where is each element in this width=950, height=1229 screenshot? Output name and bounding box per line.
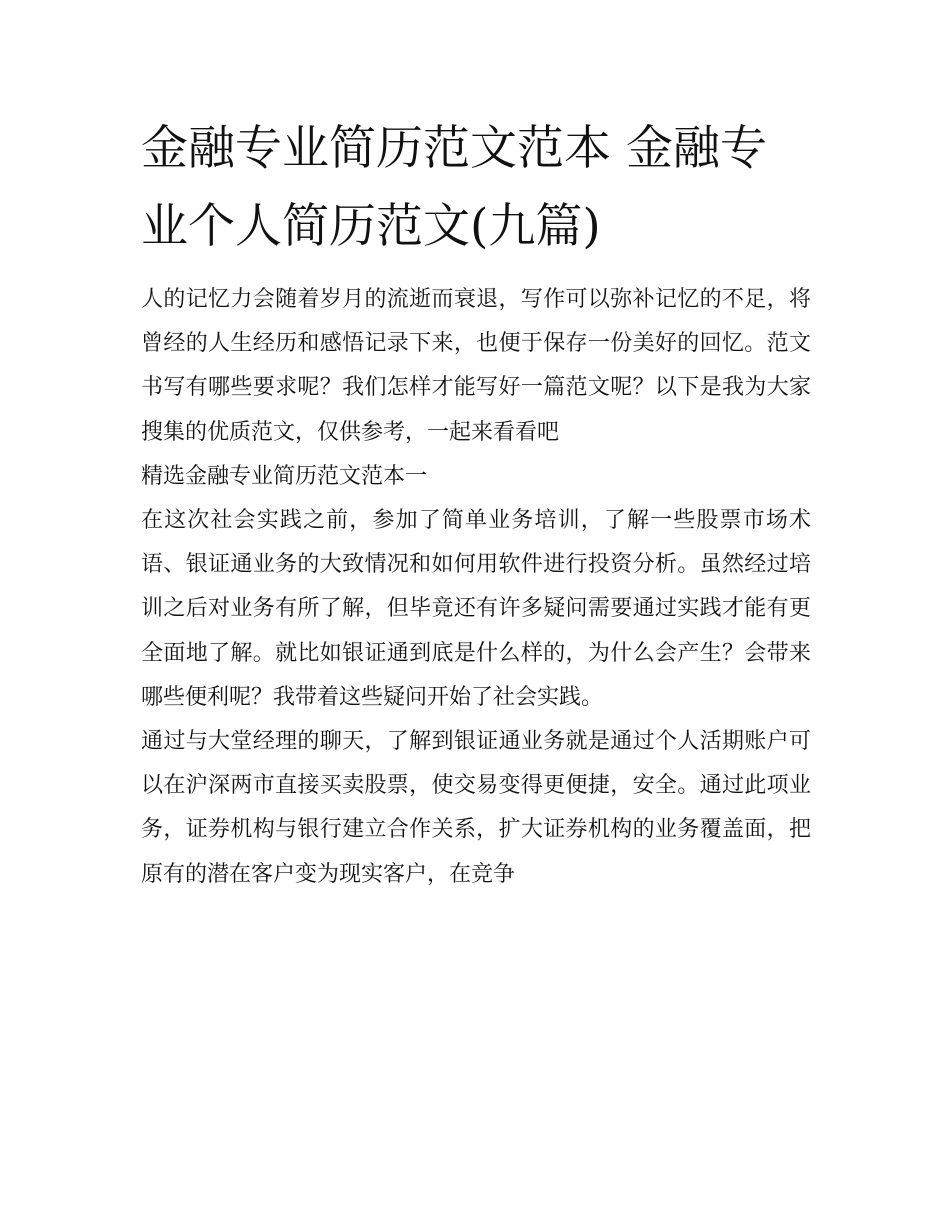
intro-paragraph: 人的记忆力会随着岁月的流逝而衰退，写作可以弥补记忆的不足，将曾经的人生经历和感悟记录下来，也便于保存一份美好的回忆。范文书写有哪些要求呢？我们怎样才能写好一篇范文呢？以下是我为大家搜集的优质范文，仅供参考，一起来看看吧 xyxy=(141,287,811,445)
body-paragraph-2: 通过与大堂经理的聊天，了解到银证通业务就是通过个人活期账户可以在沪深两市直接买卖股票，使交易变得更便捷，安全。通过此项业务，证券机构与银行建立合作关系，扩大证券机构的业务覆盖面，把原有的潜在客户变为现实客户，在竞争 xyxy=(141,729,811,887)
document-page xyxy=(141,110,811,897)
document-title: 金融专业简历范文范本 金融专业个人简历范文(九篇) xyxy=(141,121,767,254)
section-heading: 精选金融专业简历范文范本一 xyxy=(141,463,428,489)
body-paragraph-1: 在这次社会实践之前，参加了简单业务培训，了解一些股票市场术语、银证通业务的大致情况和如何用软件进行投资分析。虽然经过培训之后对业务有所了解，但毕竟还有许多疑问需要通过实践才能有更全面地了解。就比如银证通到底是什么样的，为什么会产生？会带来哪些便利呢？我带着这些疑问开始了社会实践。 xyxy=(141,508,811,710)
